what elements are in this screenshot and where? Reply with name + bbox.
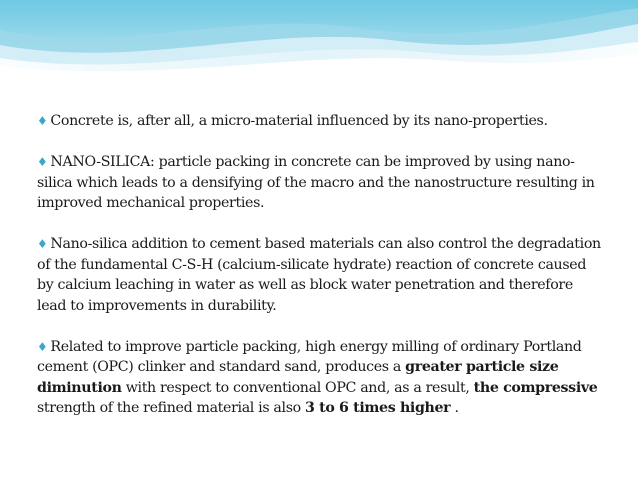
emphasis-text: greater particle size diminution	[37, 359, 559, 396]
bullet-paragraph-3	[37, 234, 605, 316]
emphasis-text: 3 to 6 times higher	[305, 400, 451, 416]
diamond-bullet-icon: ♦	[37, 237, 48, 251]
diamond-bullet-icon: ♦	[37, 155, 48, 169]
paragraph-text-part: with respect to conventional OPC and, as a result,	[121, 379, 474, 396]
paragraph-text-part: Related to improve particle packing, high energy milling of ordinary Portland cement (OPC) clinker and standard sand, produces a	[37, 338, 582, 375]
paragraph-text: Nano-silica addition to cement based materials can also control the degradation of the fundamental C-S-H (calcium-silicate hydrate) reaction of concrete caused by calcium leaching in water as well as block water penetration and therefore lead to improvements in durability.	[37, 236, 601, 314]
bullet-paragraph-2	[37, 152, 605, 214]
paragraph-text-part: .	[450, 400, 459, 416]
slide-body	[37, 111, 605, 439]
wave-banner	[0, 0, 638, 78]
paragraph-text: Concrete is, after all, a micro-material influenced by its nano-properties.	[50, 113, 548, 129]
emphasis-text: the compressive	[473, 379, 598, 396]
paragraph-text-part: strength of the refined material is also	[37, 400, 306, 416]
paragraph-text: NANO-SILICA: particle packing in concrete can be improved by using nano-silica which leads to a densifying of the macro and the nanostructure resulting in improved mechanical properties.	[37, 154, 595, 211]
bullet-paragraph-1	[37, 111, 605, 132]
bullet-paragraph-4	[37, 337, 605, 419]
diamond-bullet-icon: ♦	[37, 114, 48, 128]
diamond-bullet-icon: ♦	[37, 339, 48, 354]
